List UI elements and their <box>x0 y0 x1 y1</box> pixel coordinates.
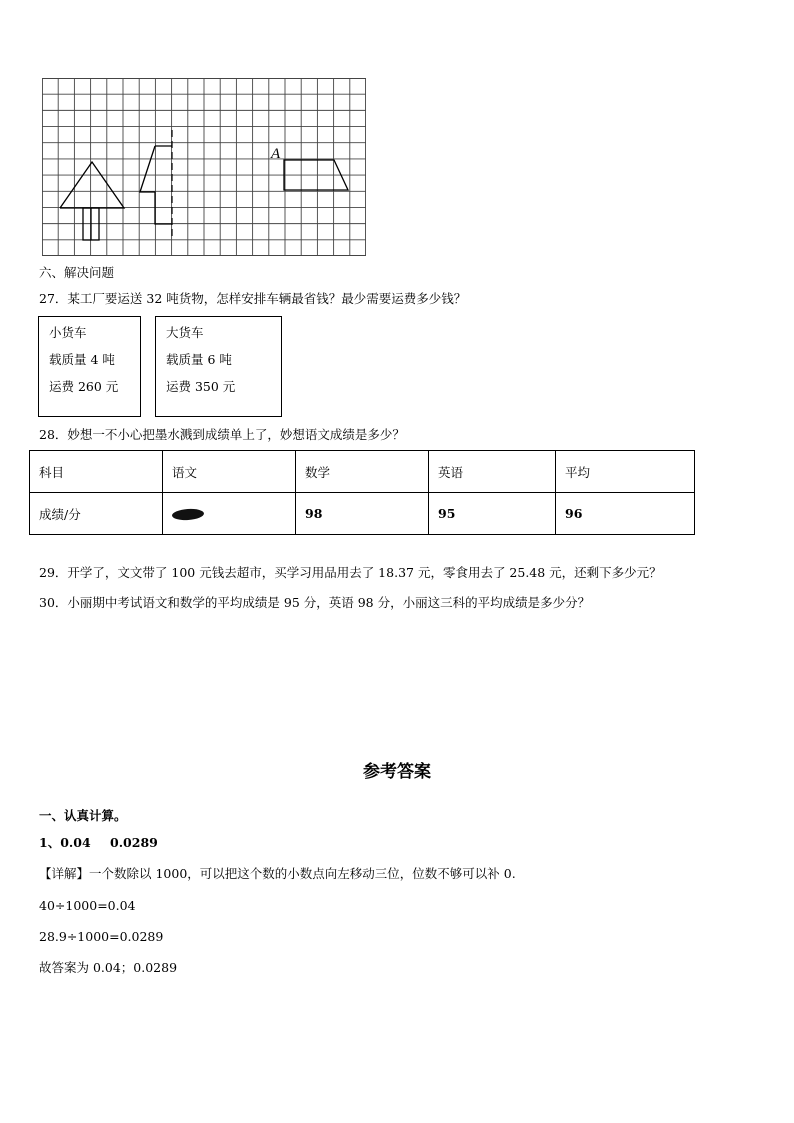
big-truck-load: 载质量 6 吨 <box>166 352 232 367</box>
big-truck-cost: 运费 350 元 <box>166 379 236 394</box>
header-math: 数学 <box>296 451 429 493</box>
small-truck-load: 载质量 4 吨 <box>49 352 115 367</box>
answer-conclusion: 故答案为 0.04；0.0289 <box>39 960 178 975</box>
english-score: 95 <box>429 493 556 535</box>
big-truck-card <box>155 316 282 417</box>
answer-detail: 【详解】一个数除以 1000，可以把这个数的小数点向左移动三位，位数不够可以补 0. <box>39 866 516 881</box>
grid-figure <box>42 78 366 256</box>
score-table <box>29 450 695 535</box>
table-row <box>30 493 695 535</box>
section-heading-6: 六、解决问题 <box>39 265 115 280</box>
average-score: 96 <box>556 493 695 535</box>
small-truck-cost: 运费 260 元 <box>49 379 119 394</box>
math-score: 98 <box>296 493 429 535</box>
question-29: 29．开学了，文文带了 100 元钱去超市，买学习用品用去了 18.37 元，零食用去了 25.48 元，还剩下多少元？ <box>39 565 662 580</box>
small-truck-card <box>38 316 141 417</box>
answers-section-1: 一、认真计算。 <box>39 808 127 823</box>
answers-title: 参考答案 <box>363 762 431 782</box>
answer-calc-1: 40÷1000=0.04 <box>39 898 136 913</box>
question-28: 28．妙想一不小心把墨水溅到成绩单上了，妙想语文成绩是多少？ <box>39 427 405 442</box>
half-shape <box>140 146 172 224</box>
table-header-row <box>30 451 695 493</box>
question-27: 27．某工厂要运送 32 吨货物，怎样安排车辆最省钱？最少需要运费多少钱？ <box>39 291 467 306</box>
answer-1-value-2: 0.0289 <box>110 835 158 850</box>
header-english: 英语 <box>429 451 556 493</box>
row-label: 成绩/分 <box>30 493 163 535</box>
answer-1-label: 1、0.04 <box>39 835 91 850</box>
big-truck-name: 大货车 <box>166 325 204 340</box>
header-subject: 科目 <box>30 451 163 493</box>
answer-calc-2: 28.9÷1000=0.0289 <box>39 929 164 944</box>
house-shape <box>60 162 124 240</box>
small-truck-name: 小货车 <box>49 325 87 340</box>
ink-blot <box>172 508 205 521</box>
header-chinese: 语文 <box>163 451 296 493</box>
point-a-label: A <box>271 146 281 162</box>
question-30: 30．小丽期中考试语文和数学的平均成绩是 95 分，英语 98 分，小丽这三科的平均成绩是多少分？ <box>39 595 591 610</box>
chinese-score-cell <box>163 493 296 535</box>
header-average: 平均 <box>556 451 695 493</box>
